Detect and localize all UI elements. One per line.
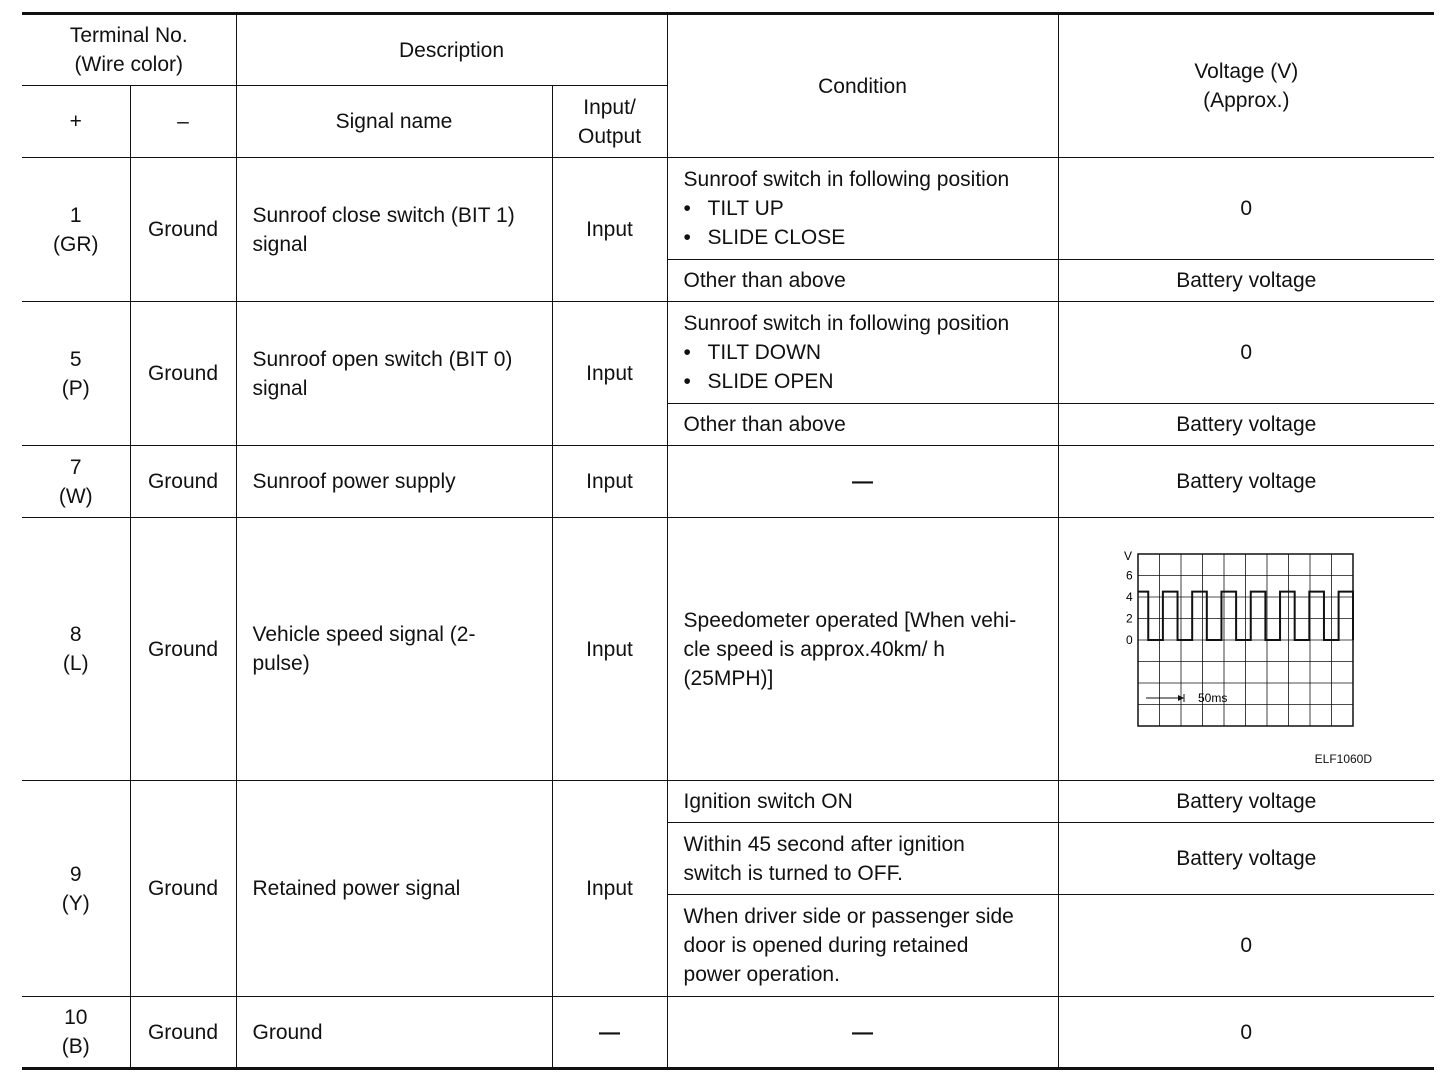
header-minus: – bbox=[130, 86, 236, 158]
ground-cell: Ground bbox=[130, 518, 236, 781]
terminal-cell: 8 (L) bbox=[22, 518, 130, 781]
io-cell: Input bbox=[552, 302, 667, 446]
voltage-cell: 0 bbox=[1058, 997, 1434, 1069]
voltage-cell bbox=[1058, 518, 1434, 781]
io-cell: Input bbox=[552, 518, 667, 781]
voltage-cell: 0 bbox=[1058, 895, 1434, 997]
io-cell: Input bbox=[552, 781, 667, 997]
figure-code: ELF1060D bbox=[1314, 752, 1373, 766]
signal-name-cell: Sunroof open switch (BIT 0) signal bbox=[236, 302, 552, 446]
ground-cell: Ground bbox=[130, 158, 236, 302]
table-row bbox=[22, 158, 1434, 260]
header-description: Description bbox=[236, 14, 667, 86]
table-row bbox=[22, 997, 1434, 1069]
waveform-y-tick: 4 bbox=[1126, 590, 1133, 604]
ground-cell: Ground bbox=[130, 302, 236, 446]
waveform-y-tick: 0 bbox=[1126, 633, 1133, 647]
table-row bbox=[22, 518, 1434, 781]
table-row bbox=[22, 781, 1434, 823]
voltage-cell: Battery voltage bbox=[1058, 404, 1434, 446]
waveform-y-tick: 6 bbox=[1126, 568, 1133, 583]
voltage-cell: Battery voltage bbox=[1058, 446, 1434, 518]
header-plus: + bbox=[22, 86, 130, 158]
oscilloscope-waveform bbox=[1118, 542, 1358, 732]
condition-cell: Sunroof switch in following position • TILT UP • SLIDE CLOSE bbox=[667, 158, 1058, 260]
table-row bbox=[22, 446, 1434, 518]
terminal-cell: 5 (P) bbox=[22, 302, 130, 446]
terminal-cell: 1 (GR) bbox=[22, 158, 130, 302]
terminal-spec-table bbox=[22, 12, 1434, 1070]
condition-cell: Ignition switch ON bbox=[667, 781, 1058, 823]
io-cell: Input bbox=[552, 446, 667, 518]
ground-cell: Ground bbox=[130, 997, 236, 1069]
waveform-time-marker bbox=[1146, 694, 1184, 702]
header-input-output: Input/ Output bbox=[552, 86, 667, 158]
ground-cell: Ground bbox=[130, 781, 236, 997]
condition-cell: When driver side or passenger side door is opened during retained power operation. bbox=[667, 895, 1058, 997]
ground-cell: Ground bbox=[130, 446, 236, 518]
terminal-cell: 9 (Y) bbox=[22, 781, 130, 997]
voltage-cell: 0 bbox=[1058, 302, 1434, 404]
terminal-cell: 7 (W) bbox=[22, 446, 130, 518]
voltage-cell: Battery voltage bbox=[1058, 260, 1434, 302]
condition-cell: Other than above bbox=[667, 260, 1058, 302]
table-row bbox=[22, 302, 1434, 404]
header-voltage: Voltage (V) (Approx.) bbox=[1058, 14, 1434, 158]
signal-name-cell: Vehicle speed signal (2- pulse) bbox=[236, 518, 552, 781]
voltage-cell: 0 bbox=[1058, 158, 1434, 260]
signal-name-cell: Sunroof power supply bbox=[236, 446, 552, 518]
signal-name-cell: Ground bbox=[236, 997, 552, 1069]
header-condition: Condition bbox=[667, 14, 1058, 158]
waveform-v-label: V bbox=[1124, 549, 1133, 563]
voltage-cell: Battery voltage bbox=[1058, 823, 1434, 895]
header-terminal-no: Terminal No. (Wire color) bbox=[22, 14, 236, 86]
header-signal-name: Signal name bbox=[236, 86, 552, 158]
terminal-cell: 10 (B) bbox=[22, 997, 130, 1069]
io-cell: — bbox=[552, 997, 667, 1069]
waveform-y-tick: 2 bbox=[1126, 611, 1133, 626]
condition-cell: — bbox=[667, 997, 1058, 1069]
signal-name-cell: Retained power signal bbox=[236, 781, 552, 997]
io-cell: Input bbox=[552, 158, 667, 302]
condition-cell: Within 45 second after ignition switch is turned to OFF. bbox=[667, 823, 1058, 895]
voltage-cell: Battery voltage bbox=[1058, 781, 1434, 823]
condition-cell: — bbox=[667, 446, 1058, 518]
signal-name-cell: Sunroof close switch (BIT 1) signal bbox=[236, 158, 552, 302]
waveform-time-label: 50ms bbox=[1198, 691, 1228, 705]
condition-cell: Other than above bbox=[667, 404, 1058, 446]
condition-cell: Sunroof switch in following position • TILT DOWN • SLIDE OPEN bbox=[667, 302, 1058, 404]
condition-cell: Speedometer operated [When vehi- cle speed is approx.40km/ h (25MPH)] bbox=[667, 518, 1058, 781]
